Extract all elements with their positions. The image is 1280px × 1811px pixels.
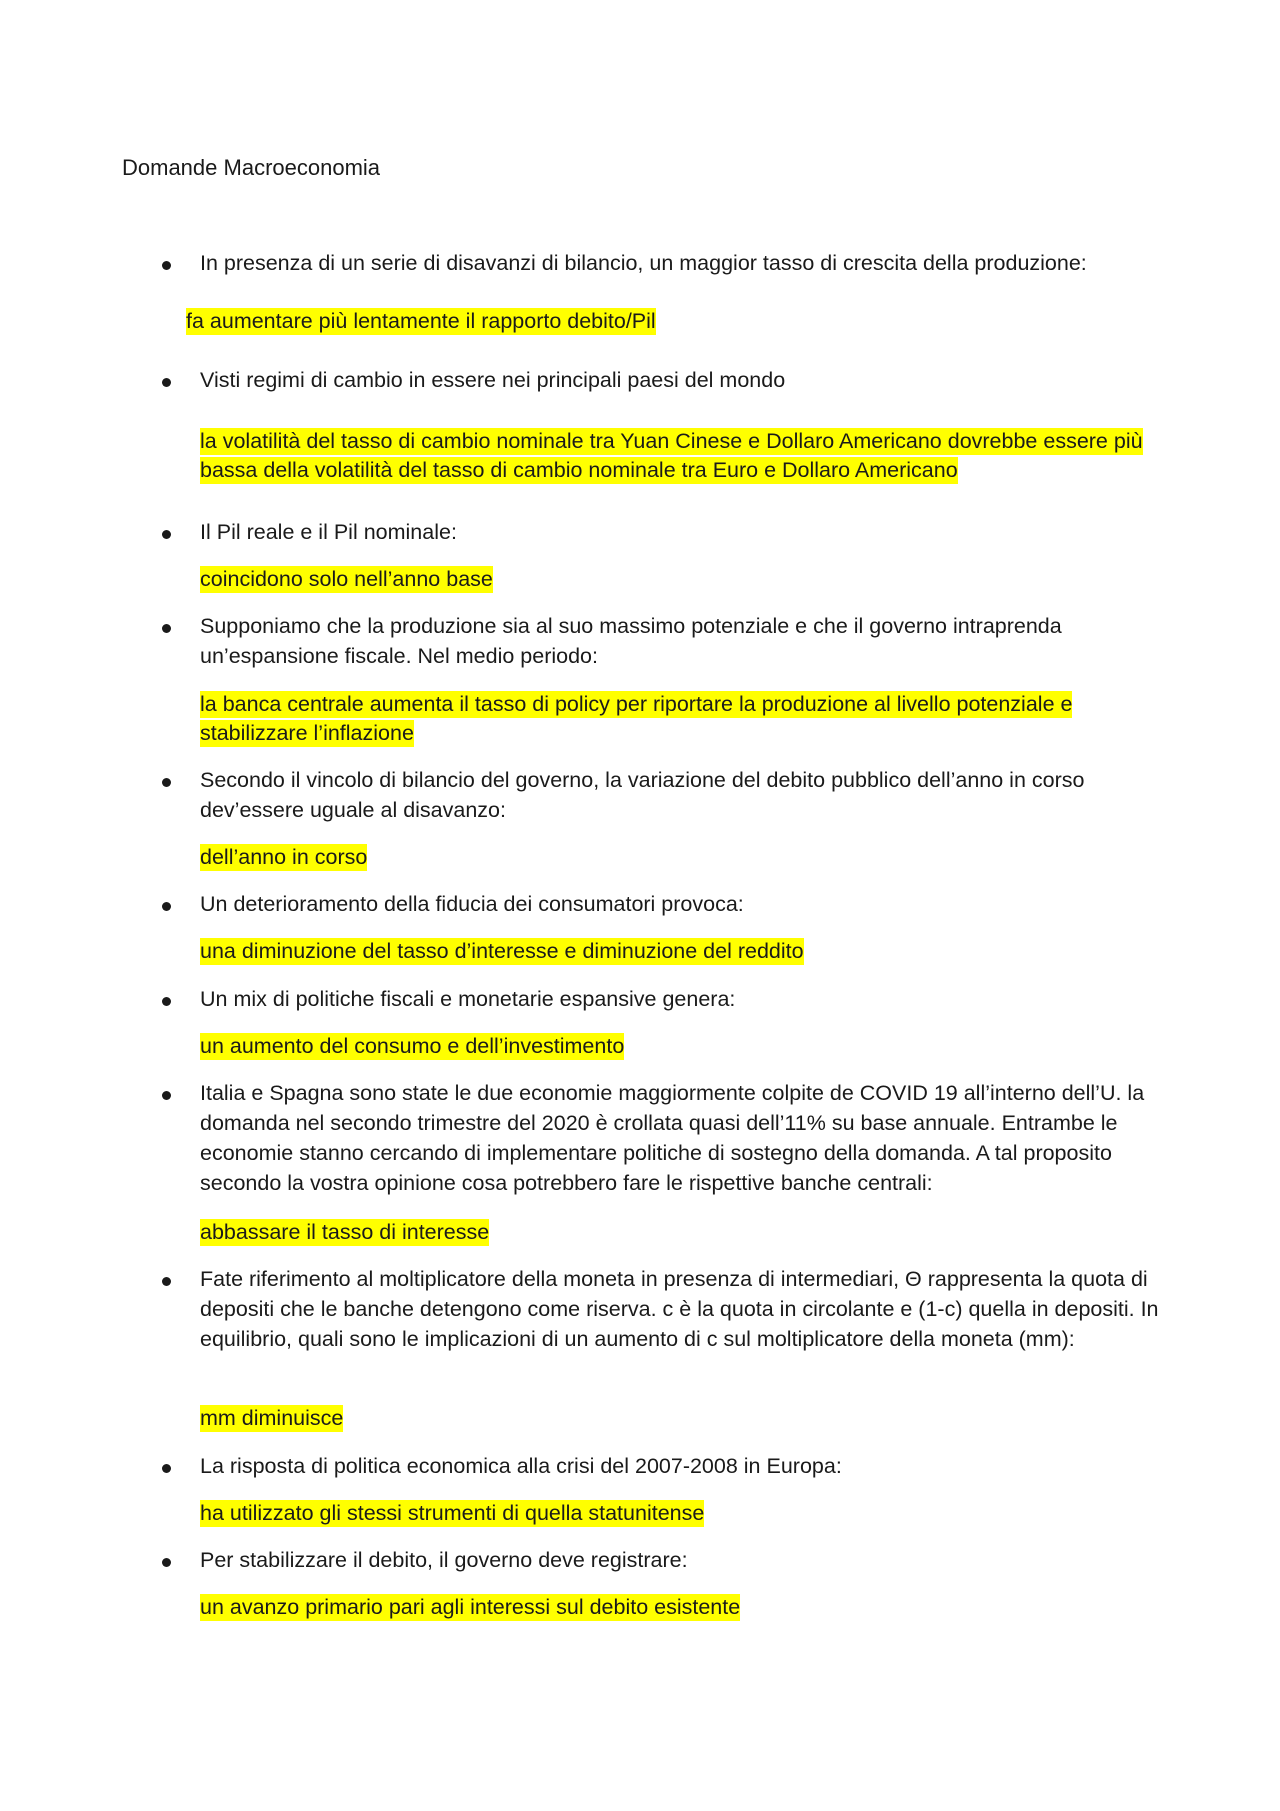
bullet-icon — [162, 1464, 171, 1473]
answer-text — [200, 1499, 1160, 1528]
question-text: Italia e Spagna sono state le due economie maggiormente colpite de COVID 19 all’interno dell’U. la domanda nel secondo trimestre del 2020 è crollata quasi dell’11% su base annuale. Entrambe le economie stanno cercando di implementare politiche di sostegno della domanda. A tal proposito secondo la vostra opinione cosa potrebbero fare le rispettive banche centrali: — [200, 1081, 1145, 1195]
answer-text — [200, 1404, 1160, 1433]
question-text: Supponiamo che la produzione sia al suo massimo potenziale e che il governo intraprenda un’espansione fiscale. Nel medio periodo: — [200, 614, 1062, 668]
answer-highlight: ha utilizzato gli stessi strumenti di quella statunitense — [200, 1501, 705, 1525]
answer-highlight: un avanzo primario pari agli interessi sul debito esistente — [200, 1595, 741, 1619]
answer-text — [186, 307, 1146, 336]
answer-text — [200, 1032, 1160, 1061]
question-text: Visti regimi di cambio in essere nei principali paesi del mondo — [200, 368, 786, 392]
bullet-icon — [162, 378, 171, 387]
answer-highlight: fa aumentare più lentamente il rapporto debito/Pil — [186, 309, 656, 333]
question-text: In presenza di un serie di disavanzi di bilancio, un maggior tasso di crescita della produzione: — [200, 251, 1087, 275]
question-text: Fate riferimento al moltiplicatore della moneta in presenza di intermediari, Θ rappresenta la quota di depositi che le banche detengono come riserva. c è la quota in circolante e (1-c) quella in depositi. In equilibrio, quali sono le implicazioni di un aumento di c sul moltiplicatore della moneta (mm): — [200, 1267, 1159, 1351]
answer-highlight: un aumento del consumo e dell’investimento — [200, 1034, 625, 1058]
answer-highlight: abbassare il tasso di interesse — [200, 1220, 490, 1244]
answer-highlight: dell’anno in corso — [200, 845, 368, 869]
bullet-icon — [162, 1091, 171, 1100]
bullet-icon — [162, 778, 171, 787]
answer-highlight: mm diminuisce — [200, 1406, 344, 1430]
answer-highlight: la volatilità del tasso di cambio nominale tra Yuan Cinese e Dollaro Americano dovrebbe essere più bassa della volatilità del tasso di cambio nominale tra Euro e Dollaro Americano — [200, 429, 1143, 482]
bullet-icon — [162, 1558, 171, 1567]
answer-highlight: coincidono solo nell’anno base — [200, 567, 493, 591]
answer-text — [200, 937, 1160, 966]
document-title: Domande Macroeconomia — [122, 155, 381, 180]
question-text: Per stabilizzare il debito, il governo deve registrare: — [200, 1548, 688, 1572]
bullet-icon — [162, 261, 171, 270]
question-text: Il Pil reale e il Pil nominale: — [200, 520, 457, 544]
answer-text — [200, 690, 1160, 748]
bullet-icon — [162, 1277, 171, 1286]
question-text: La risposta di politica economica alla crisi del 2007-2008 in Europa: — [200, 1454, 842, 1478]
question-text: Secondo il vincolo di bilancio del governo, la variazione del debito pubblico dell’anno in corso dev’essere uguale al disavanzo: — [200, 768, 1085, 822]
bullet-icon — [162, 624, 171, 633]
bullet-icon — [162, 997, 171, 1006]
answer-text — [200, 1593, 1160, 1622]
answer-highlight: la banca centrale aumenta il tasso di policy per riportare la produzione al livello potenziale e stabilizzare l’inflazione — [200, 692, 1073, 745]
question-text: Un deterioramento della fiducia dei consumatori provoca: — [200, 892, 744, 916]
answer-text — [200, 1218, 1160, 1247]
answer-text — [200, 843, 1160, 872]
answer-text — [200, 427, 1170, 485]
question-text: Un mix di politiche fiscali e monetarie espansive genera: — [200, 987, 736, 1011]
answer-highlight: una diminuzione del tasso d’interesse e diminuzione del reddito — [200, 939, 804, 963]
answer-text — [200, 565, 1160, 594]
bullet-icon — [162, 902, 171, 911]
bullet-icon — [162, 530, 171, 539]
